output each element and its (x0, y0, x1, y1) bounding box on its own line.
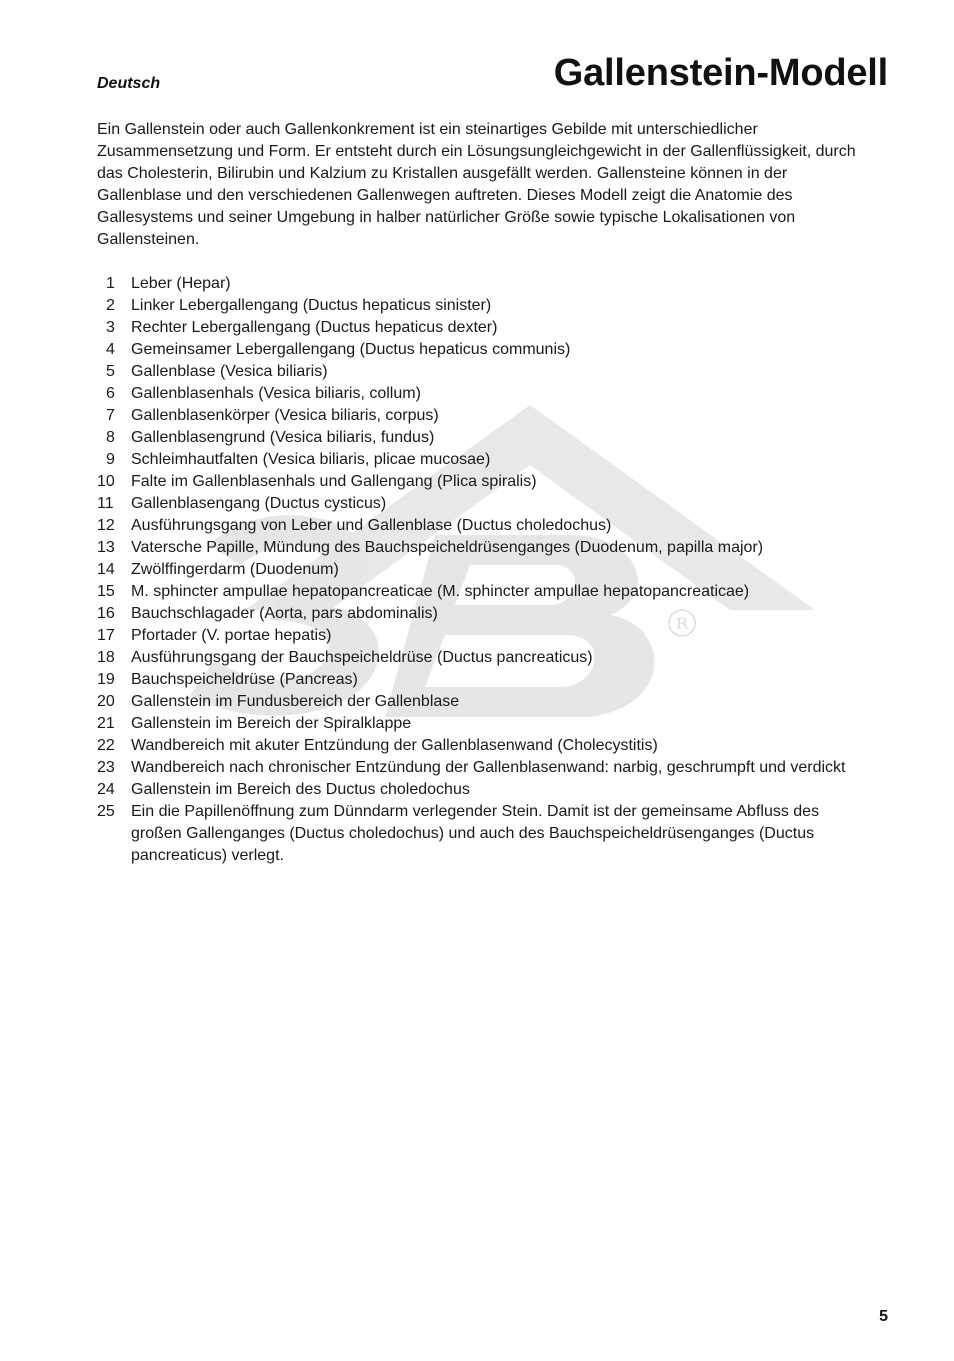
list-item (97, 625, 857, 647)
list-item (97, 757, 857, 779)
list-item (97, 317, 857, 339)
svg-text:R: R (675, 614, 689, 633)
list-item-text: Leber (Hepar) (131, 275, 231, 292)
list-item-number: 24 (97, 781, 115, 798)
list-item-number: 11 (97, 495, 114, 512)
list-item (97, 647, 857, 669)
list-item-text: Bauchspeicheldrüse (Pancreas) (131, 671, 358, 688)
list-item-text: Gallenblasengang (Ductus cysticus) (131, 495, 387, 512)
list-item-text: Gallenblase (Vesica biliaris) (131, 363, 328, 380)
list-item-number: 17 (97, 627, 115, 644)
list-item-text: Wandbereich nach chronischer Entzündung der Gallenblasenwand: narbig, geschrumpft und verdickt (131, 759, 846, 776)
list-item-number: 25 (97, 803, 115, 820)
list-item-number: 13 (97, 539, 115, 556)
list-item (97, 405, 857, 427)
list-item (97, 691, 857, 713)
list-item-text: Gallenstein im Bereich der Spiralklappe (131, 715, 412, 732)
list-item-text: Rechter Lebergallengang (Ductus hepaticus dexter) (131, 319, 498, 336)
list-item-number: 5 (106, 363, 115, 380)
list-item (97, 471, 857, 493)
list-item-number: 22 (97, 737, 115, 754)
list-item-number: 8 (106, 429, 115, 446)
list-item (97, 361, 857, 383)
list-item-text: Linker Lebergallengang (Ductus hepaticus sinister) (131, 297, 492, 314)
list-item-text: Wandbereich mit akuter Entzündung der Gallenblasenwand (Cholecystitis) (131, 737, 658, 754)
list-item-number: 23 (97, 759, 115, 776)
list-item-number: 20 (97, 693, 115, 710)
list-item-text: Gallenblasenhals (Vesica biliaris, collum) (131, 385, 421, 402)
list-item-number: 2 (106, 297, 115, 314)
list-item-number: 18 (97, 649, 115, 666)
list-item-number: 1 (106, 275, 115, 292)
list-item-text: Gallenblasenkörper (Vesica biliaris, corpus) (131, 407, 439, 424)
list-item-number: 7 (106, 407, 115, 424)
list-item-number: 3 (106, 319, 115, 336)
list-item-number: 15 (97, 583, 115, 600)
list-item-number: 16 (97, 605, 115, 622)
list-item-number: 21 (97, 715, 115, 732)
list-item (97, 273, 857, 295)
list-item (97, 801, 857, 867)
page-title: Gallenstein-Modell (553, 52, 888, 94)
list-item (97, 559, 857, 581)
list-item-number: 12 (97, 517, 115, 534)
list-item (97, 339, 857, 361)
list-item (97, 735, 857, 757)
list-item-text: M. sphincter ampullae hepatopancreaticae (M. sphincter ampullae hepatopancreaticae) (131, 583, 750, 600)
list-item-text: Ausführungsgang von Leber und Gallenblase (Ductus choledochus) (131, 517, 612, 534)
list-item (97, 493, 857, 515)
list-item (97, 581, 857, 603)
list-item-text: Gallenblasengrund (Vesica biliaris, fundus) (131, 429, 435, 446)
intro-paragraph: Ein Gallenstein oder auch Gallenkonkrement ist ein steinartiges Gebilde mit unterschiedlicher Zusammensetzung und Form. Er entsteht durch ein Lösungsungleichgewicht in der Gallenflüssigkeit, durch das Cholesterin, Bilirubin und Kalzium zu Kristallen ausgefällt werden. Gallensteine können in der Gallenblase und den verschiedenen Gallenwegen auftreten. Dieses Modell zeigt die Anatomie des Gallesystems und seiner Umgebung in halber natürlicher Größe sowie typische Lokalisationen von Gallensteinen. (97, 121, 856, 248)
list-item (97, 779, 857, 801)
list-item (97, 295, 857, 317)
page-number: 5 (879, 1308, 888, 1325)
list-item (97, 537, 857, 559)
list-item (97, 713, 857, 735)
list-item-number: 14 (97, 561, 115, 578)
list-item-text: Pfortader (V. portae hepatis) (131, 627, 332, 644)
list-item-number: 6 (106, 385, 115, 402)
list-item-text: Ein die Papillenöffnung zum Dünndarm verlegender Stein. Damit ist der gemeinsame Abfluss des großen Gallenganges (Ductus choledochus) und auch des Bauchspeicheldrüsenganges (Ductus pancreaticus) verlegt. (131, 803, 820, 864)
list-item (97, 427, 857, 449)
list-item-text: Schleimhautfalten (Vesica biliaris, plicae mucosae) (131, 451, 491, 468)
list-item (97, 515, 857, 537)
list-item (97, 383, 857, 405)
list-item-number: 9 (106, 451, 115, 468)
list-item-text: Zwölffingerdarm (Duodenum) (131, 561, 339, 578)
list-item-text: Gemeinsamer Lebergallengang (Ductus hepaticus communis) (131, 341, 571, 358)
list-item (97, 603, 857, 625)
list-item-number: 4 (106, 341, 115, 358)
language-label: Deutsch (97, 75, 161, 92)
list-item-text: Gallenstein im Fundusbereich der Gallenblase (131, 693, 460, 710)
list-item-number: 19 (97, 671, 115, 688)
list-item-text: Bauchschlagader (Aorta, pars abdominalis) (131, 605, 438, 622)
list-item-text: Falte im Gallenblasenhals und Gallengang (Plica spiralis) (131, 473, 537, 490)
parts-list (97, 273, 857, 867)
list-item-text: Ausführungsgang der Bauchspeicheldrüse (Ductus pancreaticus) (131, 649, 593, 666)
list-item-text: Gallenstein im Bereich des Ductus choledochus (131, 781, 470, 798)
list-item-text: Vatersche Papille, Mündung des Bauchspeicheldrüsenganges (Duodenum, papilla major) (131, 539, 764, 556)
list-item (97, 669, 857, 691)
list-item (97, 449, 857, 471)
list-item-number: 10 (97, 473, 115, 490)
